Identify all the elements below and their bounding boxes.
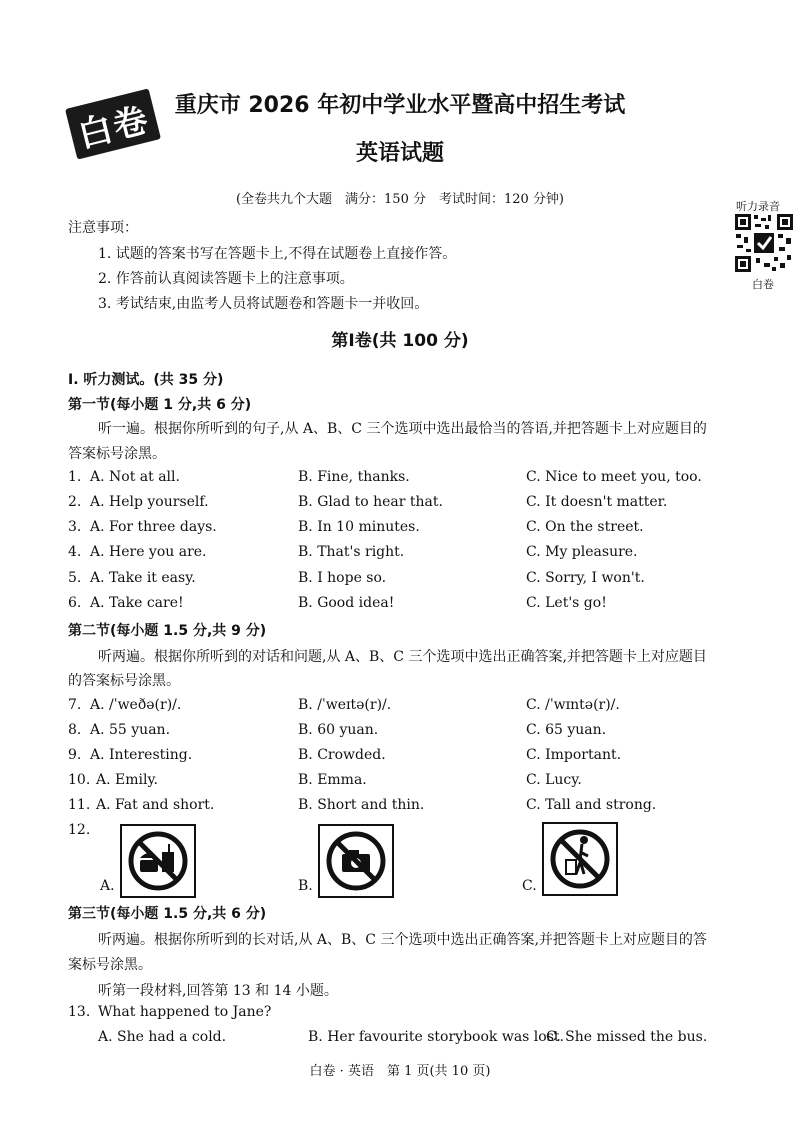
sec2-instruction: 听两遍。根据你所听到的对话和问题,从 A、B、C 三个选项中选出正确答案,并把答题卡上对应题目: [98, 649, 707, 665]
exam-subject: 英语试题: [355, 141, 444, 166]
question-number: 8.: [68, 722, 82, 738]
option-b: B. Glad to hear that.: [298, 494, 443, 510]
question-number: 13.: [68, 1004, 91, 1020]
sec3-instruction: 听两遍。根据你所听到的长对话,从 A、B、C 三个选项中选出正确答案,并把答题卡上对应题目的答: [98, 932, 707, 948]
option-a: A. Not at all.: [90, 469, 180, 485]
question-number: 12.: [68, 822, 91, 838]
question-number: 5.: [68, 570, 82, 586]
exam-title: 重庆市 2026 年初中学业水平暨高中招生考试: [174, 93, 626, 118]
option-c: C. /ˈwɪntə(r)/.: [526, 697, 620, 713]
volume-heading: 第Ⅰ卷(共 100 分): [331, 331, 469, 351]
notes-heading: 注意事项：: [68, 220, 138, 236]
question-text: What happened to Jane?: [98, 1004, 272, 1020]
question-number: 9.: [68, 747, 82, 763]
notes-item: 3. 考试结束,由监考人员将试题卷和答题卡一并收回。: [98, 296, 429, 312]
question-number: 1.: [68, 469, 82, 485]
option-b: B. Short and thin.: [298, 797, 425, 813]
option-b: B. 60 yuan.: [298, 722, 379, 738]
exam-info: (全卷共九个大题 满分：150 分 考试时间：120 分钟): [235, 192, 565, 207]
question-number: 4.: [68, 544, 82, 560]
option-b: B.: [298, 878, 313, 894]
option-c: C. It doesn't matter.: [526, 494, 668, 510]
no-photography-sign-icon: [318, 824, 394, 898]
question-number: 10.: [68, 772, 91, 788]
option-c: C. Let's go!: [526, 595, 607, 611]
sec3-material: 听第一段材料,回答第 13 和 14 小题。: [98, 983, 338, 999]
option-a: A. Fat and short.: [96, 797, 215, 813]
option-a: A.: [100, 878, 115, 894]
option-c: C. 65 yuan.: [526, 722, 607, 738]
option-c: C. On the street.: [526, 519, 644, 535]
option-b: B. I hope so.: [298, 570, 387, 586]
option-b: B. /ˈweɪtə(r)/.: [298, 697, 392, 713]
question-number: 6.: [68, 595, 82, 611]
question-number: 2.: [68, 494, 82, 510]
option-c: C. Lucy.: [526, 772, 582, 788]
option-c: C. Tall and strong.: [526, 797, 657, 813]
option-a: A. Take it easy.: [90, 570, 196, 586]
option-b: B. In 10 minutes.: [298, 519, 420, 535]
baijuan-stamp: 白卷: [65, 88, 161, 159]
option-a: A. Here you are.: [90, 544, 207, 560]
option-a: A. Interesting.: [90, 747, 193, 763]
sec2-instruction: 的答案标号涂黑。: [68, 673, 180, 689]
page-footer: 白卷 · 英语 第 1 页(共 10 页): [309, 1064, 491, 1079]
question-number: 7.: [68, 697, 82, 713]
no-littering-sign-icon: [542, 822, 618, 896]
option-c: C. Important.: [526, 747, 622, 763]
qr-bottom-label: 白卷: [752, 278, 774, 291]
question-number: 3.: [68, 519, 82, 535]
no-food-sign-icon: [120, 824, 196, 898]
sec1-title: 第一节(每小题 1 分,共 6 分): [68, 397, 252, 413]
option-b: B. Crowded.: [298, 747, 386, 763]
sec1-instruction: 答案标号涂黑。: [68, 446, 166, 462]
sec3-title: 第三节(每小题 1.5 分,共 6 分): [68, 906, 267, 922]
option-c: C.: [522, 878, 537, 894]
option-b: B. That's right.: [298, 544, 405, 560]
option-a: A. For three days.: [90, 519, 217, 535]
option-a: A. /ˈweðə(r)/.: [90, 697, 182, 713]
notes-item: 1. 试题的答案书写在答题卡上,不得在试题卷上直接作答。: [98, 246, 457, 262]
sec2-title: 第二节(每小题 1.5 分,共 9 分): [68, 623, 267, 639]
option-c: C. Sorry, I won't.: [526, 570, 645, 586]
option-c: C. She missed the bus.: [546, 1029, 708, 1045]
qr-code-icon[interactable]: [734, 213, 794, 273]
part1-title: Ⅰ. 听力测试。(共 35 分): [68, 372, 224, 388]
option-a: A. Help yourself.: [90, 494, 209, 510]
option-c: C. My pleasure.: [526, 544, 638, 560]
option-a: A. Emily.: [96, 772, 158, 788]
option-c: C. Nice to meet you, too.: [526, 469, 702, 485]
option-b: B. Her favourite storybook was lost.: [308, 1029, 564, 1045]
question-number: 11.: [68, 797, 91, 813]
notes-item: 2. 作答前认真阅读答题卡上的注意事项。: [98, 271, 354, 287]
qr-top-label: 听力录音: [736, 200, 780, 213]
option-b: B. Emma.: [298, 772, 367, 788]
option-a: A. She had a cold.: [98, 1029, 227, 1045]
option-a: A. Take care!: [90, 595, 184, 611]
option-a: A. 55 yuan.: [90, 722, 171, 738]
option-b: B. Good idea!: [298, 595, 395, 611]
sec1-instruction: 听一遍。根据你所听到的句子,从 A、B、C 三个选项中选出最恰当的答语,并把答题卡上对应题目的: [98, 421, 707, 437]
option-b: B. Fine, thanks.: [298, 469, 410, 485]
sec3-instruction: 案标号涂黑。: [68, 957, 152, 973]
